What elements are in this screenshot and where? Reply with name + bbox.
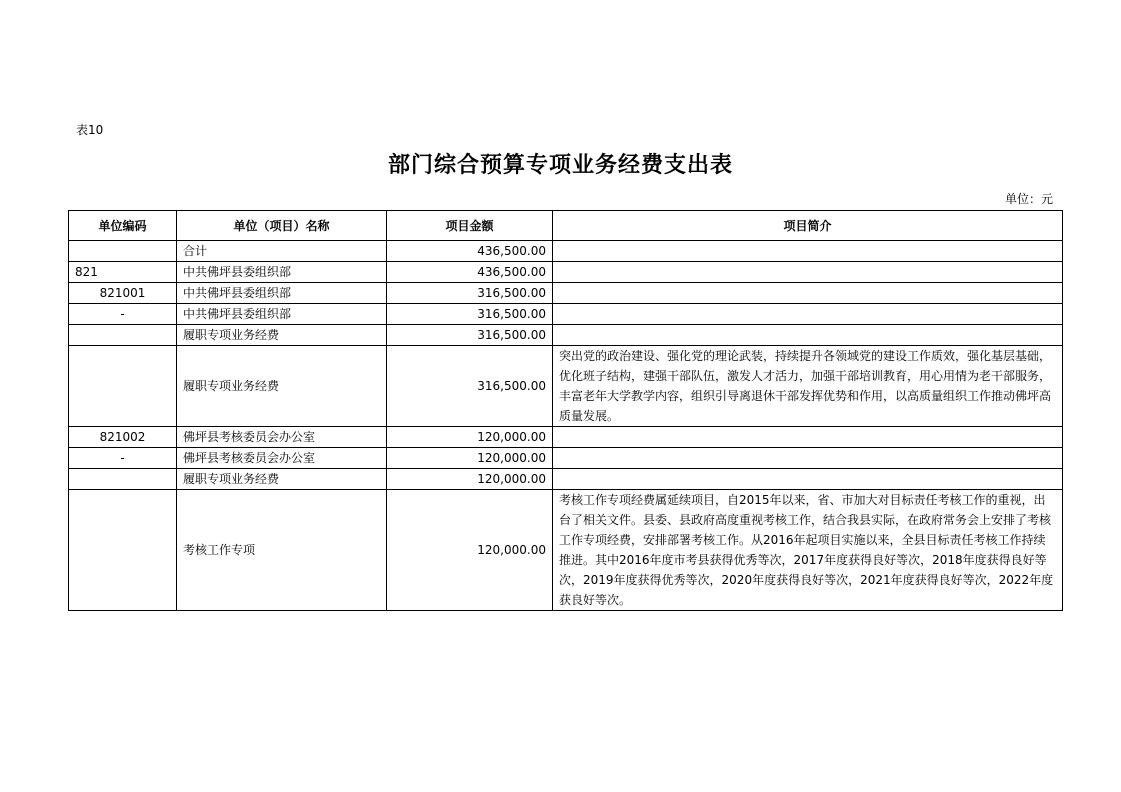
unit-name-cell: 中共佛坪县委组织部 <box>177 283 387 304</box>
amount-cell: 316,500.00 <box>387 325 553 346</box>
unit-name-cell: 履职专项业务经费 <box>177 325 387 346</box>
description-cell <box>553 325 1063 346</box>
unit-name-cell: 履职专项业务经费 <box>177 346 387 427</box>
amount-cell: 120,000.00 <box>387 490 553 611</box>
description-cell <box>553 448 1063 469</box>
unit-code-cell: - <box>69 304 177 325</box>
unit-name-cell: 考核工作专项 <box>177 490 387 611</box>
description-cell <box>553 283 1063 304</box>
table-row <box>69 283 1063 304</box>
unit-name-cell: 中共佛坪县委组织部 <box>177 262 387 283</box>
page-title: 部门综合预算专项业务经费支出表 <box>387 152 733 178</box>
unit-name-cell: 合计 <box>177 241 387 262</box>
amount-cell: 316,500.00 <box>387 304 553 325</box>
unit-code-cell: - <box>69 448 177 469</box>
table-row <box>69 469 1063 490</box>
description-cell <box>553 241 1063 262</box>
column-header-description: 项目简介 <box>553 211 1063 241</box>
table-number-label: 表10 <box>76 123 104 137</box>
amount-cell: 436,500.00 <box>387 241 553 262</box>
description-cell <box>553 469 1063 490</box>
column-header-unit-name: 单位（项目）名称 <box>177 211 387 241</box>
unit-name-cell: 佛坪县考核委员会办公室 <box>177 448 387 469</box>
unit-name-cell: 履职专项业务经费 <box>177 469 387 490</box>
table-row <box>69 262 1063 283</box>
unit-name-cell: 佛坪县考核委员会办公室 <box>177 427 387 448</box>
description-cell <box>553 427 1063 448</box>
unit-code-cell: 821001 <box>69 283 177 304</box>
amount-cell: 120,000.00 <box>387 448 553 469</box>
table-row <box>69 448 1063 469</box>
unit-code-cell <box>69 325 177 346</box>
amount-cell: 120,000.00 <box>387 427 553 448</box>
description-cell <box>553 262 1063 283</box>
table-row <box>69 427 1063 448</box>
amount-cell: 316,500.00 <box>387 346 553 427</box>
column-header-amount: 项目金额 <box>387 211 553 241</box>
amount-cell: 316,500.00 <box>387 283 553 304</box>
unit-code-cell <box>69 346 177 427</box>
description-cell <box>553 304 1063 325</box>
table-row <box>69 325 1063 346</box>
amount-cell: 120,000.00 <box>387 469 553 490</box>
budget-table <box>68 210 1063 611</box>
table-row <box>69 241 1063 262</box>
unit-code-cell: 821002 <box>69 427 177 448</box>
description-cell: 突出党的政治建设、强化党的理论武装，持续提升各领域党的建设工作质效，强化基层基础，优化班子结构，建强干部队伍，激发人才活力，加强干部培训教育，用心用情为老干部服务，丰富老年大学教学内容，组织引导离退休干部发挥优势和作用，以高质量组织工作推动佛坪高质量发展。 <box>553 346 1063 427</box>
table-row <box>69 490 1063 611</box>
table-header-row <box>69 211 1063 241</box>
unit-code-cell <box>69 469 177 490</box>
amount-cell: 436,500.00 <box>387 262 553 283</box>
unit-code-cell <box>69 241 177 262</box>
description-cell: 考核工作专项经费属延续项目，自2015年以来，省、市加大对目标责任考核工作的重视，出台了相关文件。县委、县政府高度重视考核工作，结合我县实际，在政府常务会上安排了考核工作专项经费，安排部署考核工作。从2016年起项目实施以来，全县目标责任考核工作持续推进。其中2016年度市考县获得优秀等次，2017年度获得良好等次，2018年度获得良好等次，2019年度获得优秀等次，2020年度获得良好等次，2021年度获得良好等次，2022年度获良好等次。 <box>553 490 1063 611</box>
unit-code-cell <box>69 490 177 611</box>
table-row <box>69 304 1063 325</box>
column-header-unit-code: 单位编码 <box>69 211 177 241</box>
unit-label: 单位：元 <box>1004 192 1053 206</box>
unit-code-cell: 821 <box>69 262 177 283</box>
table-row <box>69 346 1063 427</box>
unit-name-cell: 中共佛坪县委组织部 <box>177 304 387 325</box>
